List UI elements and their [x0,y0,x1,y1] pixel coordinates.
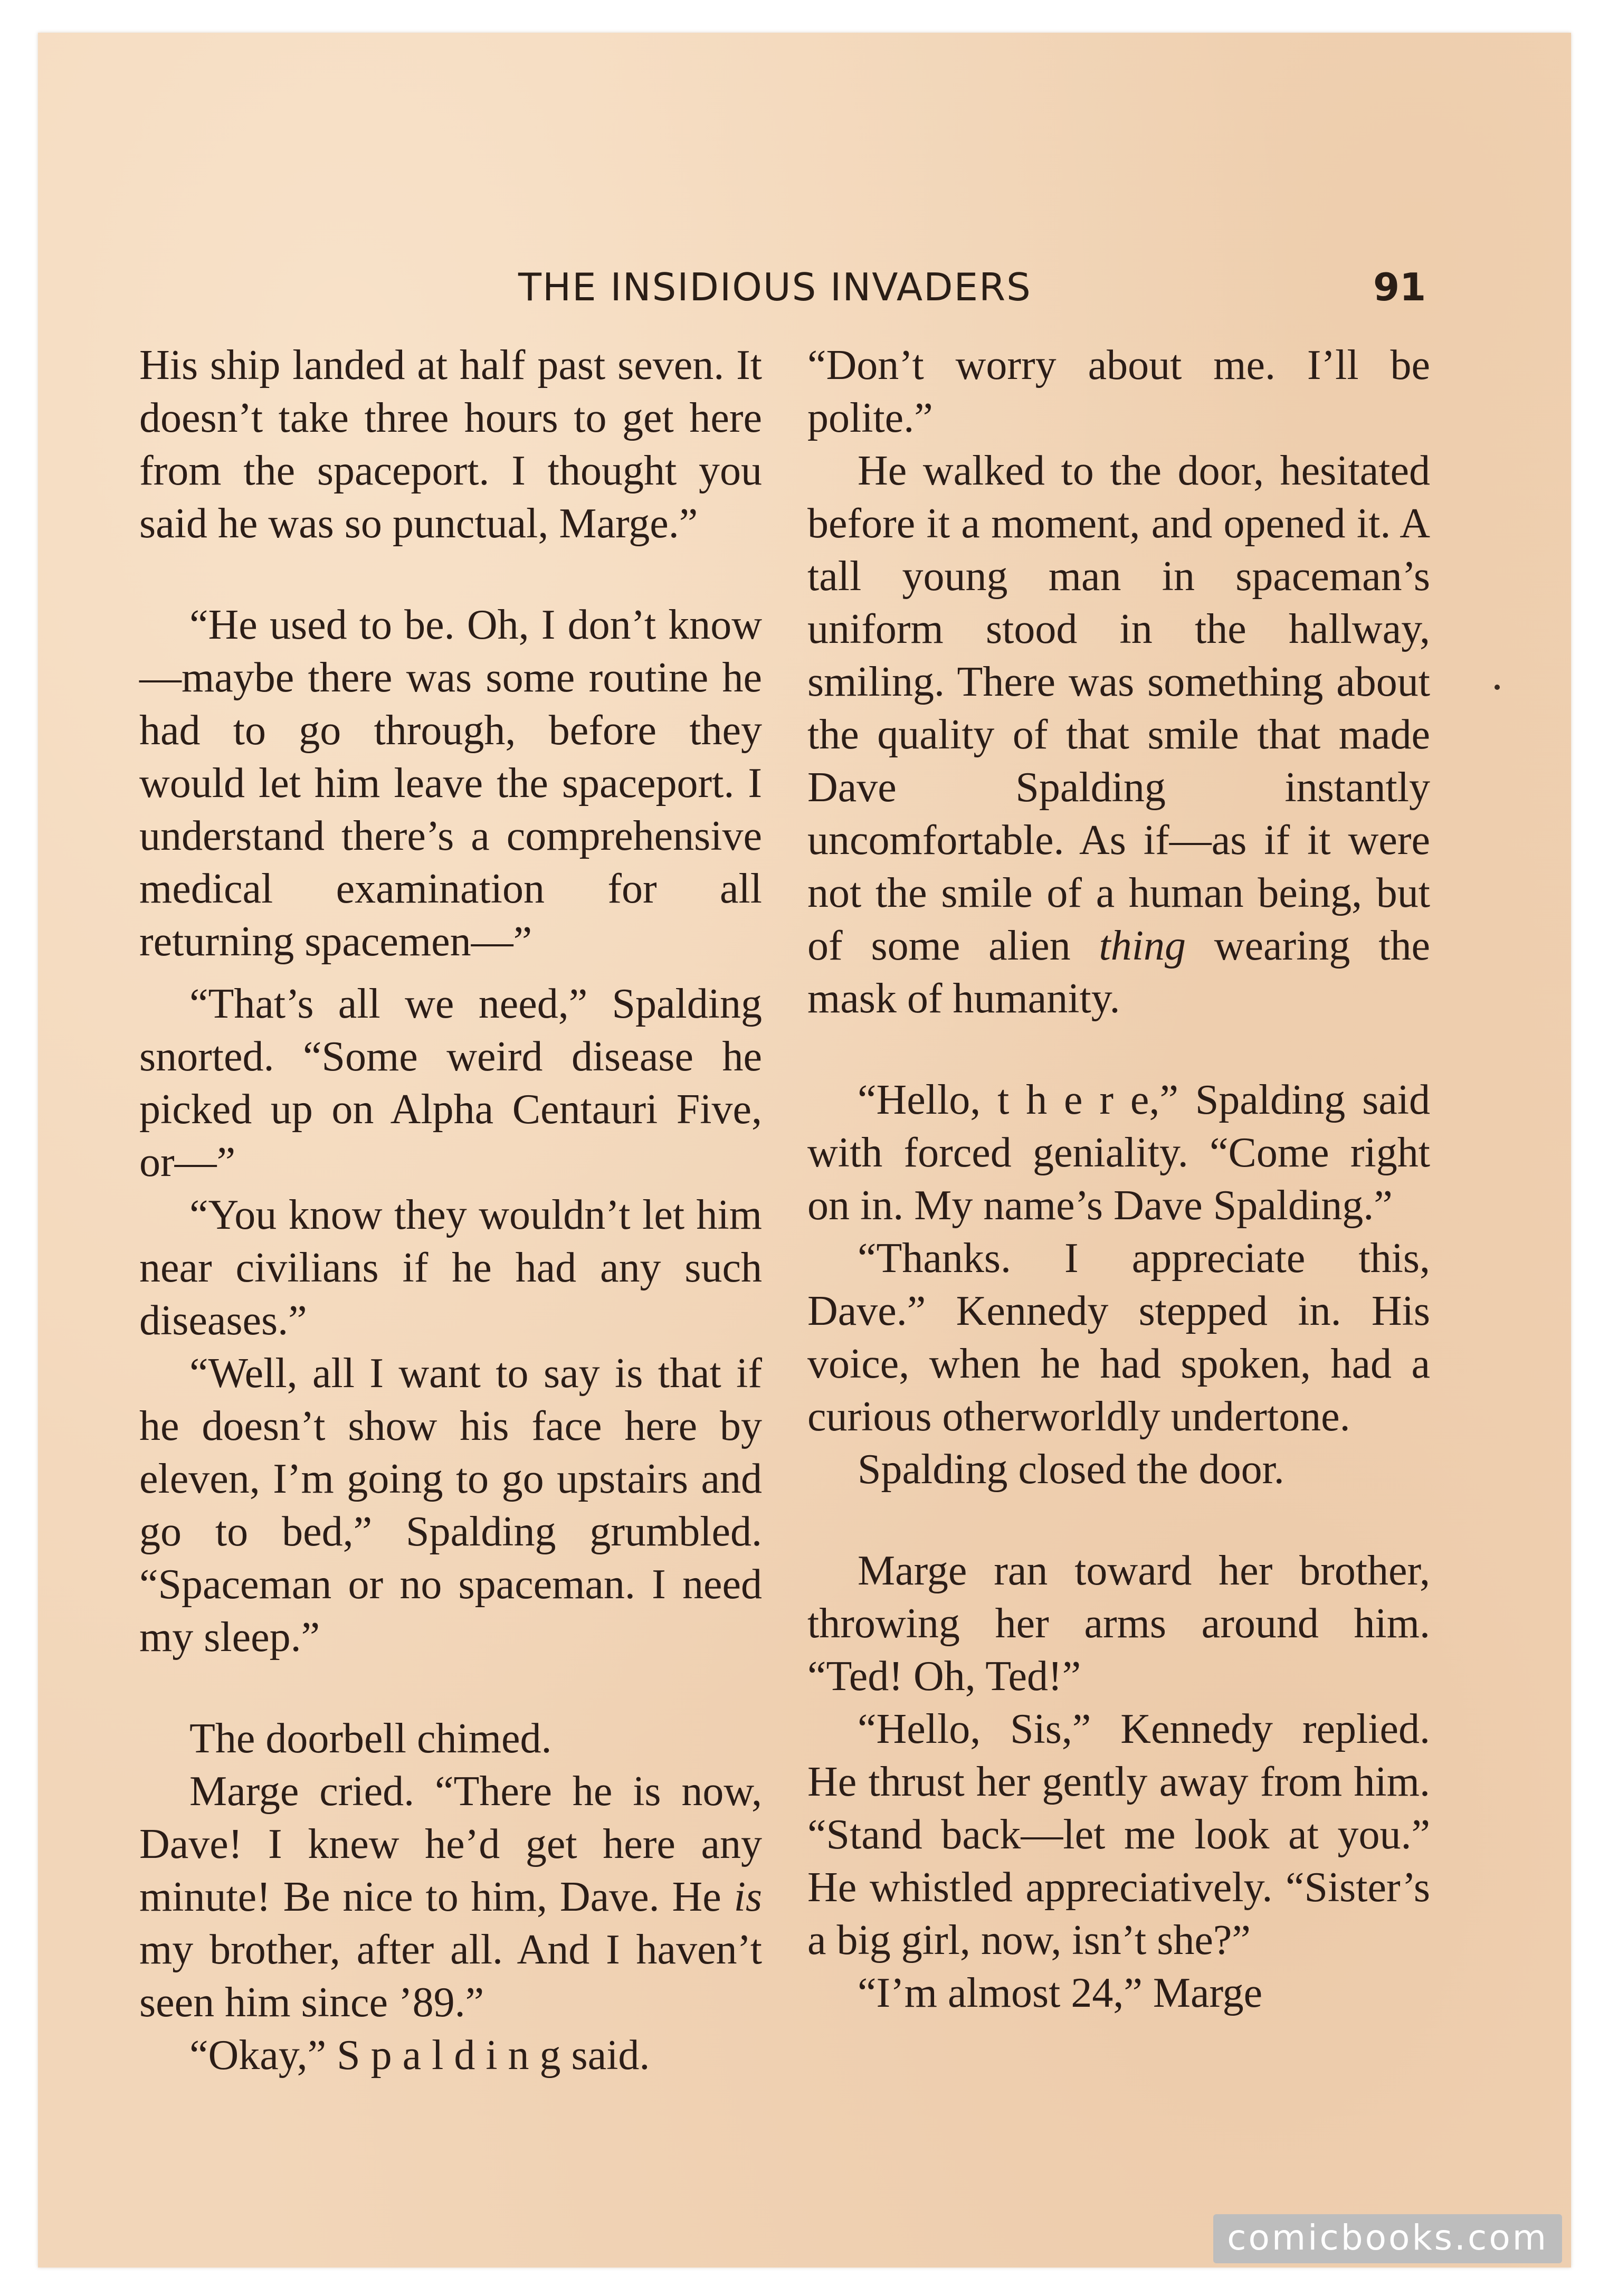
paragraph: Spalding closed the door. [858,1446,1284,1493]
running-header [38,265,1571,312]
paragraph-text: my brother, after all. And I haven’t seen him since ’89.” [139,1927,762,2026]
watermark-badge [1213,2214,1562,2263]
paragraph: “That’s all we need,” Spalding snorted. “Some weird disease he picked up on Alpha Centauri Five, or—” [139,981,762,1185]
running-title: THE INSIDIOUS INVADERS [518,265,1032,309]
paragraph [139,1765,762,2029]
paragraph: “Well, all I want to say is that if he doesn’t show his face here by eleven, I’m going to go upstairs and go to bed,” Spalding grumbled. “Spaceman or no spaceman. I need my sleep.” [139,1350,762,1661]
emphasis-text: is [734,1874,762,1920]
paragraph: “He used to be. Oh, I don’t know—maybe there was some routine he had to go through, before they would let him leave the spaceport. I understand there’s a comprehensive medical examination for all returning spacemen—” [139,602,762,965]
book-page [38,33,1571,2267]
page-number: 91 [1373,265,1426,309]
paragraph: “Hello, t h e r e,” Spalding said with forced geniality. “Come right on in. My name’s Dave Spalding.” [807,1077,1430,1229]
paragraph-text: He walked to the door, hesitated before it a moment, and opened it. A tall young man in spaceman’s uniform stood in the hallway, smiling. There was something about the quality of that smile that made Dave Spalding instantly uncomfortable. As if—as if it were not the smile of a human being, but of some alien [807,448,1430,969]
paragraph [807,444,1430,1025]
paragraph: His ship landed at half past seven. It doesn’t take three hours to get here from the spaceport. I thought you said he was so punctual, Marge.” [139,342,762,547]
paragraph: “I’m almost 24,” Marge [858,1970,1263,2016]
print-speck [1495,685,1500,690]
paragraph: Marge ran toward her brother, throwing her arms around him. “Ted! Oh, Ted!” [807,1548,1430,1700]
paragraph: “You know they wouldn’t let him near civilians if he had any such diseases.” [139,1192,762,1344]
watermark-text: comicbooks.com [1227,2217,1548,2258]
paragraph: “Don’t worry about me. I’ll be polite.” [807,342,1430,441]
left-text-column [139,339,762,2082]
paragraph-text: Marge cried. “There he is now, Dave! I knew he’d get here any minute! Be nice to him, Dave. He [139,1768,762,1920]
paragraph-text: wearing the mask of humanity. [807,923,1430,1022]
paragraph: “Hello, Sis,” Kennedy replied. He thrust her gently away from him. “Stand back—let me look at you.” He whistled appreciatively. “Sister’s a big girl, now, isn’t she?” [807,1706,1430,1963]
emphasis-text: thing [1099,923,1186,969]
paragraph: “Okay,” S p a l d i n g said. [189,2032,650,2079]
right-text-column [807,339,1430,2019]
paragraph: The doorbell chimed. [189,1715,552,1762]
paragraph: “Thanks. I appreciate this, Dave.” Kennedy stepped in. His voice, when he had spoken, had a curious otherworldly undertone. [807,1235,1430,1440]
